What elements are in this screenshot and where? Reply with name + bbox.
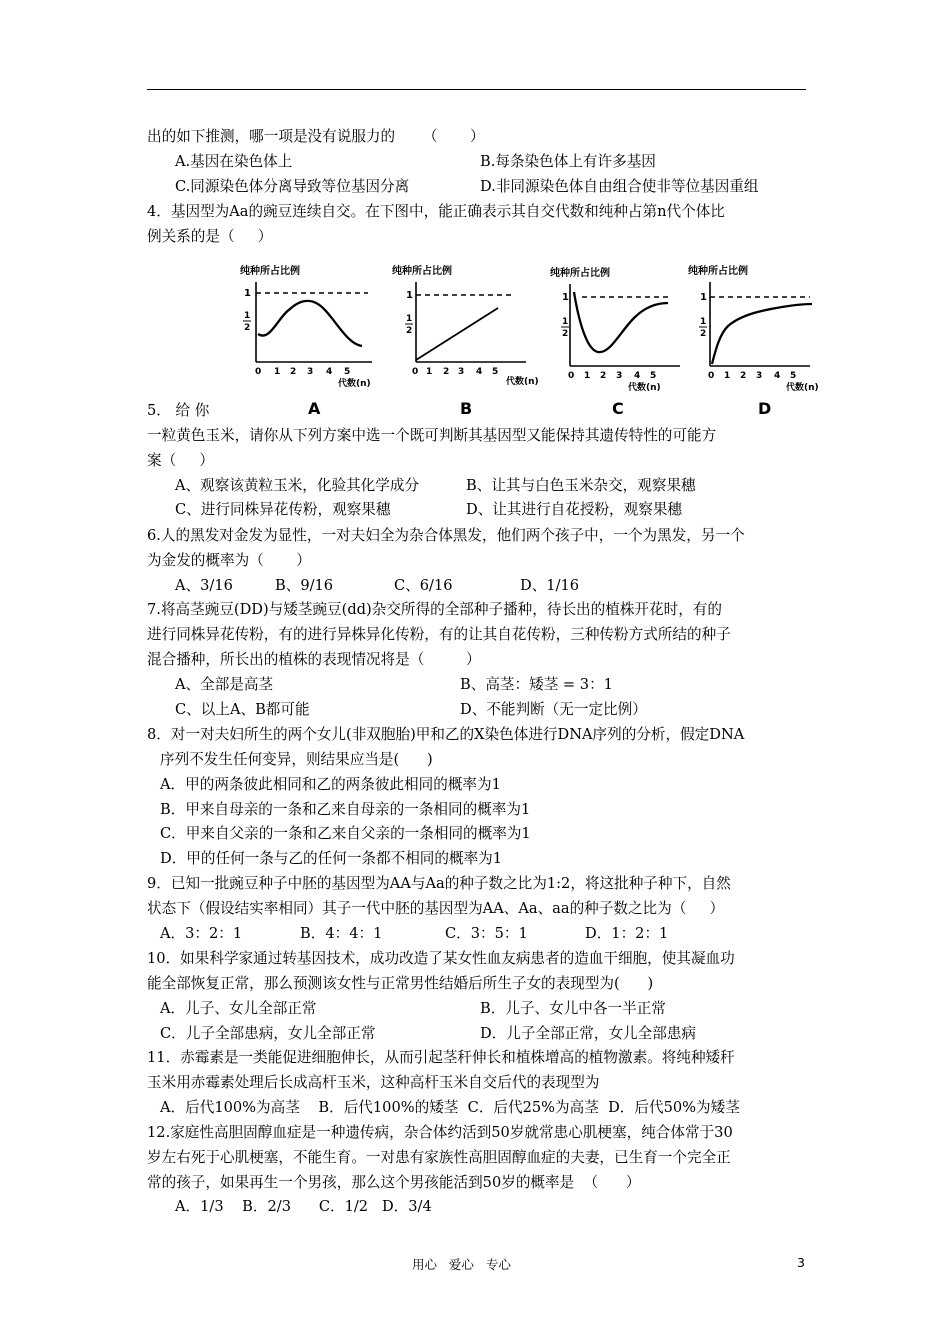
q5-option-c: C、进行同株异花传粉，观察果穗 bbox=[175, 501, 391, 518]
q11-line-2: 玉米用赤霉素处理后长成高杆玉米，这种高杆玉米自交后代的表现型为 bbox=[147, 1074, 600, 1091]
q8-option-c: C．甲来自父亲的一条和乙来自父亲的一条相同的概率为1 bbox=[160, 825, 531, 842]
svg-text:1: 1 bbox=[426, 367, 433, 377]
svg-text:0: 0 bbox=[568, 371, 575, 381]
graph-c-label: C bbox=[612, 399, 624, 418]
svg-text:0: 0 bbox=[412, 367, 419, 377]
svg-text:1: 1 bbox=[584, 371, 591, 381]
q10-option-b: B．儿子、女儿中各一半正常 bbox=[480, 1000, 666, 1017]
q3-option-a: A.基因在染色体上 bbox=[175, 153, 293, 170]
q5-head: 5． 给 你 bbox=[147, 402, 210, 419]
graph-d bbox=[688, 264, 819, 418]
page-number: 3 bbox=[797, 1255, 805, 1270]
q6-line-2: 为金发的概率为（ ） bbox=[147, 552, 311, 569]
svg-text:代数(n): 代数(n) bbox=[506, 377, 539, 387]
q4-line-2: 例关系的是（ ） bbox=[147, 228, 273, 245]
svg-text:2: 2 bbox=[443, 367, 450, 377]
q11-options: A．后代100%为高茎 B．后代100%的矮茎 C．后代25%为高茎 D．后代50%为矮茎 bbox=[160, 1099, 740, 1116]
svg-text:5: 5 bbox=[344, 367, 351, 377]
svg-text:1: 1 bbox=[274, 367, 281, 377]
q10-option-d: D．儿子全部正常，女儿全部患病 bbox=[480, 1025, 697, 1042]
svg-text:代数(n): 代数(n) bbox=[786, 383, 819, 393]
q6-option-b: B、9/16 bbox=[275, 577, 334, 594]
svg-text:4: 4 bbox=[634, 371, 641, 381]
svg-text:4: 4 bbox=[476, 367, 483, 377]
q7-option-b: B、高茎：矮茎 = 3：1 bbox=[460, 676, 613, 693]
q12-options: A．1/3 B．2/3 C．1/2 D．3/4 bbox=[175, 1198, 432, 1215]
svg-text:5: 5 bbox=[492, 367, 499, 377]
q8-option-d: D．甲的任何一条与乙的任何一条都不相同的概率为1 bbox=[160, 850, 503, 867]
svg-text:3: 3 bbox=[307, 367, 314, 377]
q5-option-a: A、观察该黄粒玉米，化验其化学成分 bbox=[175, 477, 420, 494]
graph-c-ylabel: 纯种所占比例 bbox=[550, 268, 610, 279]
svg-text:1: 1 bbox=[406, 290, 413, 301]
graph-b bbox=[392, 264, 539, 418]
graph-c bbox=[550, 266, 680, 418]
svg-text:2: 2 bbox=[290, 367, 297, 377]
q5-option-d: D、让其进行自花授粉，观察果穗 bbox=[466, 501, 683, 518]
svg-text:1: 1 bbox=[562, 317, 569, 327]
svg-text:4: 4 bbox=[774, 371, 781, 381]
svg-text:1: 1 bbox=[700, 317, 707, 327]
q3-option-d: D.非同源染色体自由组合使非等位基因重组 bbox=[480, 178, 759, 195]
q6-line-1: 6.人的黑发对金发为显性，一对夫妇全为杂合体黑发，他们两个孩子中，一个为黑发，另一个 bbox=[147, 527, 745, 544]
q7-option-d: D、不能判断（无一定比例） bbox=[460, 701, 647, 718]
q10-line-1: 10．如果科学家通过转基因技术，成功改造了某女性血友病患者的造血干细胞，使其凝血功 bbox=[147, 950, 735, 967]
header-rule bbox=[147, 89, 806, 90]
graph-d-label: D bbox=[758, 399, 772, 418]
svg-text:2: 2 bbox=[562, 329, 569, 339]
svg-text:代数(n): 代数(n) bbox=[338, 379, 371, 389]
svg-text:4: 4 bbox=[326, 367, 333, 377]
q11-line-1: 11．赤霉素是一类能促进细胞伸长，从而引起茎秆伸长和植株增高的植物激素。将纯种矮秆 bbox=[147, 1049, 735, 1066]
q7-line-2: 进行同株异花传粉，有的进行异株异化传粉，有的让其自花传粉，三种传粉方式所结的种子 bbox=[147, 626, 731, 643]
q12-line-1: 12.家庭性高胆固醇血症是一种遗传病，杂合体约活到50岁就常患心肌梗塞，纯合体常于30 bbox=[147, 1124, 733, 1141]
svg-text:1: 1 bbox=[562, 292, 569, 303]
q6-option-d: D、1/16 bbox=[520, 577, 580, 594]
q12-line-2: 岁左右死于心肌梗塞，不能生育。一对患有家族性高胆固醇血症的夫妻，已生育一个完全正 bbox=[147, 1149, 731, 1166]
graph-d-ylabel: 纯种所占比例 bbox=[688, 266, 748, 277]
graph-a bbox=[240, 264, 372, 418]
q8-option-b: B．甲来自母亲的一条和乙来自母亲的一条相同的概率为1 bbox=[160, 801, 531, 818]
footer-motto: 用心 爱心 专心 bbox=[412, 1257, 511, 1272]
svg-text:3: 3 bbox=[616, 371, 623, 381]
q7-line-3: 混合播种，所长出的植株的表现情况将是（ ） bbox=[147, 651, 481, 668]
graph-a-ylabel: 纯种所占比例 bbox=[240, 266, 300, 277]
q8-line-2: 序列不发生任何变异，则结果应当是( ) bbox=[160, 751, 433, 768]
q9-option-c: C．3：5：1 bbox=[445, 925, 528, 942]
q8-option-a: A．甲的两条彼此相同和乙的两条彼此相同的概率为1 bbox=[160, 776, 501, 793]
q10-option-a: A．儿子、女儿全部正常 bbox=[160, 1000, 317, 1017]
svg-text:3: 3 bbox=[756, 371, 763, 381]
q9-line-1: 9．已知一批豌豆种子中胚的基因型为AA与Aa的种子数之比为1:2，将这批种子种下，自然 bbox=[147, 875, 731, 892]
graph-b-label: B bbox=[460, 399, 473, 418]
q4-line-1: 4．基因型为Aa的豌豆连续自交。在下图中，能正确表示其自交代数和纯种占第n代个体比 bbox=[147, 203, 725, 220]
svg-text:1: 1 bbox=[244, 311, 251, 321]
graph-b-ylabel: 纯种所占比例 bbox=[392, 266, 452, 277]
q6-option-a: A、3/16 bbox=[175, 577, 233, 594]
q9-option-a: A．3：2：1 bbox=[160, 925, 243, 942]
q4-graph-figure bbox=[230, 262, 819, 422]
svg-text:2: 2 bbox=[244, 323, 251, 333]
svg-text:1: 1 bbox=[700, 292, 707, 303]
q7-line-1: 7.将高茎豌豆(DD)与矮茎豌豆(dd)杂交所得的全部种子播种，待长出的植株开花时，有的 bbox=[147, 601, 722, 618]
svg-text:2: 2 bbox=[700, 329, 707, 339]
q5-line-1: 一粒黄色玉米，请你从下列方案中选一个既可判断其基因型又能保持其遗传特性的可能方 bbox=[147, 427, 717, 444]
q12-line-3: 常的孩子，如果再生一个男孩，那么这个男孩能活到50岁的概率是 （ ） bbox=[147, 1174, 641, 1191]
q3-option-c: C.同源染色体分离导致等位基因分离 bbox=[175, 178, 410, 195]
q5-option-b: B、让其与白色玉米杂交，观察果穗 bbox=[466, 477, 696, 494]
q6-option-c: C、6/16 bbox=[394, 577, 453, 594]
svg-text:3: 3 bbox=[458, 367, 465, 377]
svg-text:2: 2 bbox=[740, 371, 747, 381]
graph-a-label: A bbox=[308, 399, 321, 418]
q3-stem: 出的如下推测，哪一项是没有说服力的 （ ） bbox=[147, 128, 485, 145]
svg-text:5: 5 bbox=[650, 371, 657, 381]
q7-option-c: C、以上A、B都可能 bbox=[175, 701, 310, 718]
q8-line-1: 8．对一对夫妇所生的两个女儿(非双胞胎)甲和乙的X染色体进行DNA序列的分析，假定DNA bbox=[147, 726, 745, 743]
svg-text:2: 2 bbox=[406, 326, 413, 336]
svg-text:0: 0 bbox=[255, 367, 262, 377]
svg-text:5: 5 bbox=[790, 371, 797, 381]
q10-line-2: 能全部恢复正常，那么预测该女性与正常男性结婚后所生子女的表现型为( ) bbox=[147, 975, 654, 992]
svg-text:2: 2 bbox=[600, 371, 607, 381]
q10-option-c: C．儿子全部患病，女儿全部正常 bbox=[160, 1025, 376, 1042]
q9-line-2: 状态下（假设结实率相同）其子一代中胚的基因型为AA、Aa、aa的种子数之比为（ ） bbox=[147, 900, 725, 917]
svg-text:1: 1 bbox=[724, 371, 731, 381]
svg-text:0: 0 bbox=[708, 371, 715, 381]
q7-option-a: A、全部是高茎 bbox=[175, 676, 274, 693]
q9-option-d: D．1：2：1 bbox=[585, 925, 669, 942]
q3-option-b: B.每条染色体上有许多基因 bbox=[480, 153, 656, 170]
svg-text:代数(n): 代数(n) bbox=[628, 383, 661, 393]
q5-line-2: 案（ ） bbox=[147, 452, 214, 469]
q9-option-b: B．4：4：1 bbox=[300, 925, 383, 942]
svg-text:1: 1 bbox=[244, 288, 251, 299]
svg-text:1: 1 bbox=[406, 314, 413, 324]
